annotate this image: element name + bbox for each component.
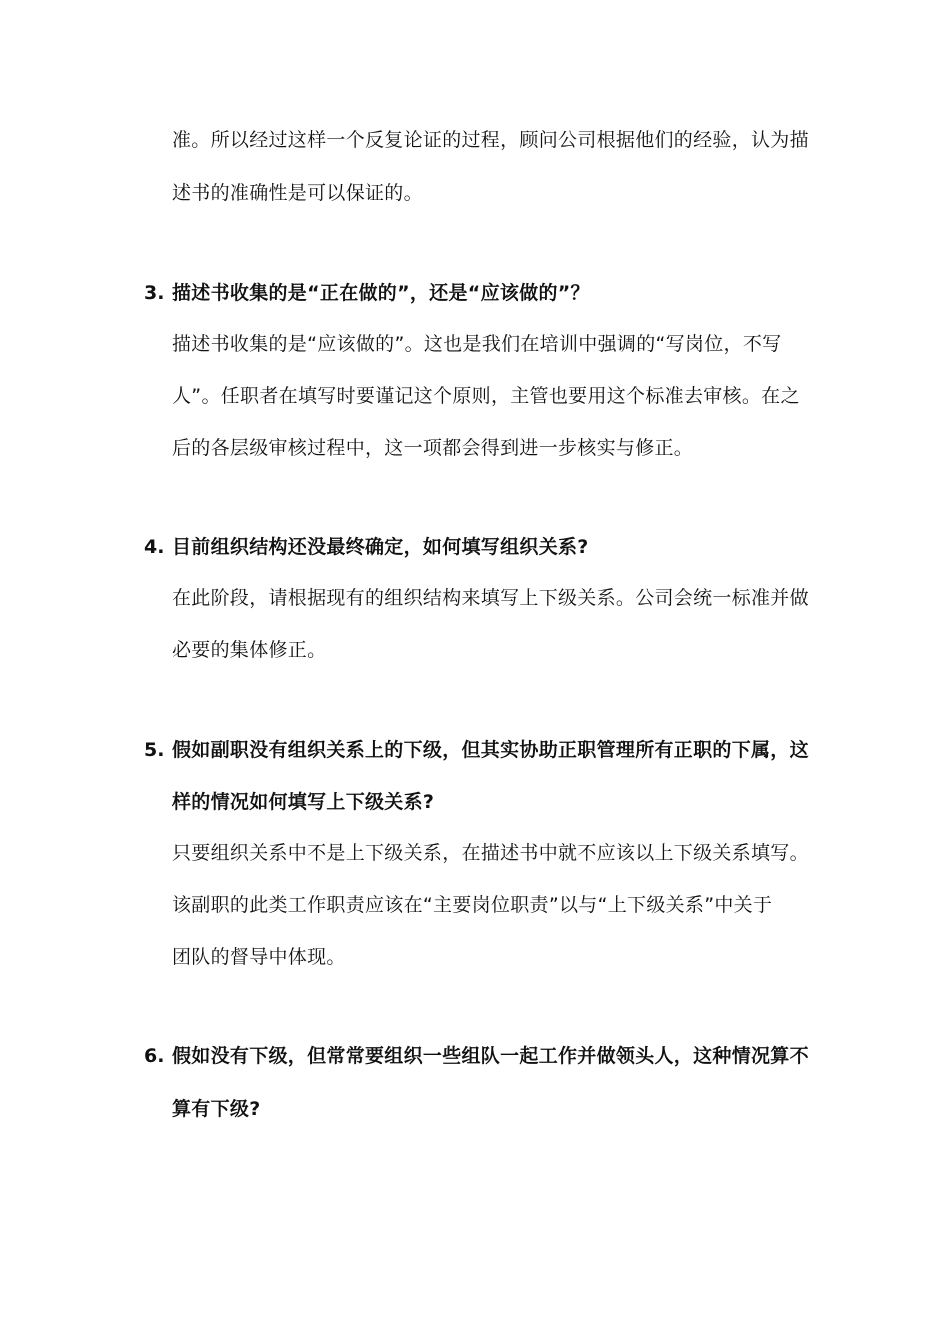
intro-line: 准。所以经过这样一个反复论证的过程，顾问公司根据他们的经验，认为描 (172, 129, 809, 151)
intro-line: 述书的准确性是可以保证的。 (172, 182, 423, 204)
question-number: 6. (144, 1045, 165, 1067)
question-text: 样的情况如何填写上下级关系? (172, 791, 435, 813)
question-number: 3. (144, 282, 165, 304)
answer-line: 团队的督导中体现。 (172, 946, 346, 968)
question-text: 目前组织结构还没最终确定，如何填写组织关系? (172, 536, 589, 558)
question-text: 假如没有下级，但常常要组织一些组队一起工作并做领头人，这种情况算不 (172, 1045, 809, 1067)
answer-line: 只要组织关系中不是上下级关系，在描述书中就不应该以上下级关系填写。 (172, 842, 809, 864)
question-number: 4. (144, 536, 165, 558)
answer-line: 描述书收集的是“应该做的”。这也是我们在培训中强调的“写岗位，不写 (172, 333, 782, 355)
question-text: 假如副职没有组织关系上的下级，但其实协助正职管理所有正职的下属，这 (172, 739, 809, 761)
answer-line: 必要的集体修正。 (172, 639, 327, 661)
answer-line: 后的各层级审核过程中，这一项都会得到进一步核实与修正。 (172, 437, 694, 459)
answer-line: 人”。任职者在填写时要谨记这个原则，主管也要用这个标准去审核。在之 (172, 385, 800, 407)
question-number: 5. (144, 739, 165, 761)
answer-line: 该副职的此类工作职责应该在“主要岗位职责”以与“上下级关系”中关于 (172, 894, 773, 916)
answer-line: 在此阶段，请根据现有的组织结构来填写上下级关系。公司会统一标准并做 (172, 587, 809, 609)
question-text: 描述书收集的是“正在做的”，还是“应该做的”？ (172, 282, 590, 304)
question-text: 算有下级? (172, 1098, 261, 1120)
